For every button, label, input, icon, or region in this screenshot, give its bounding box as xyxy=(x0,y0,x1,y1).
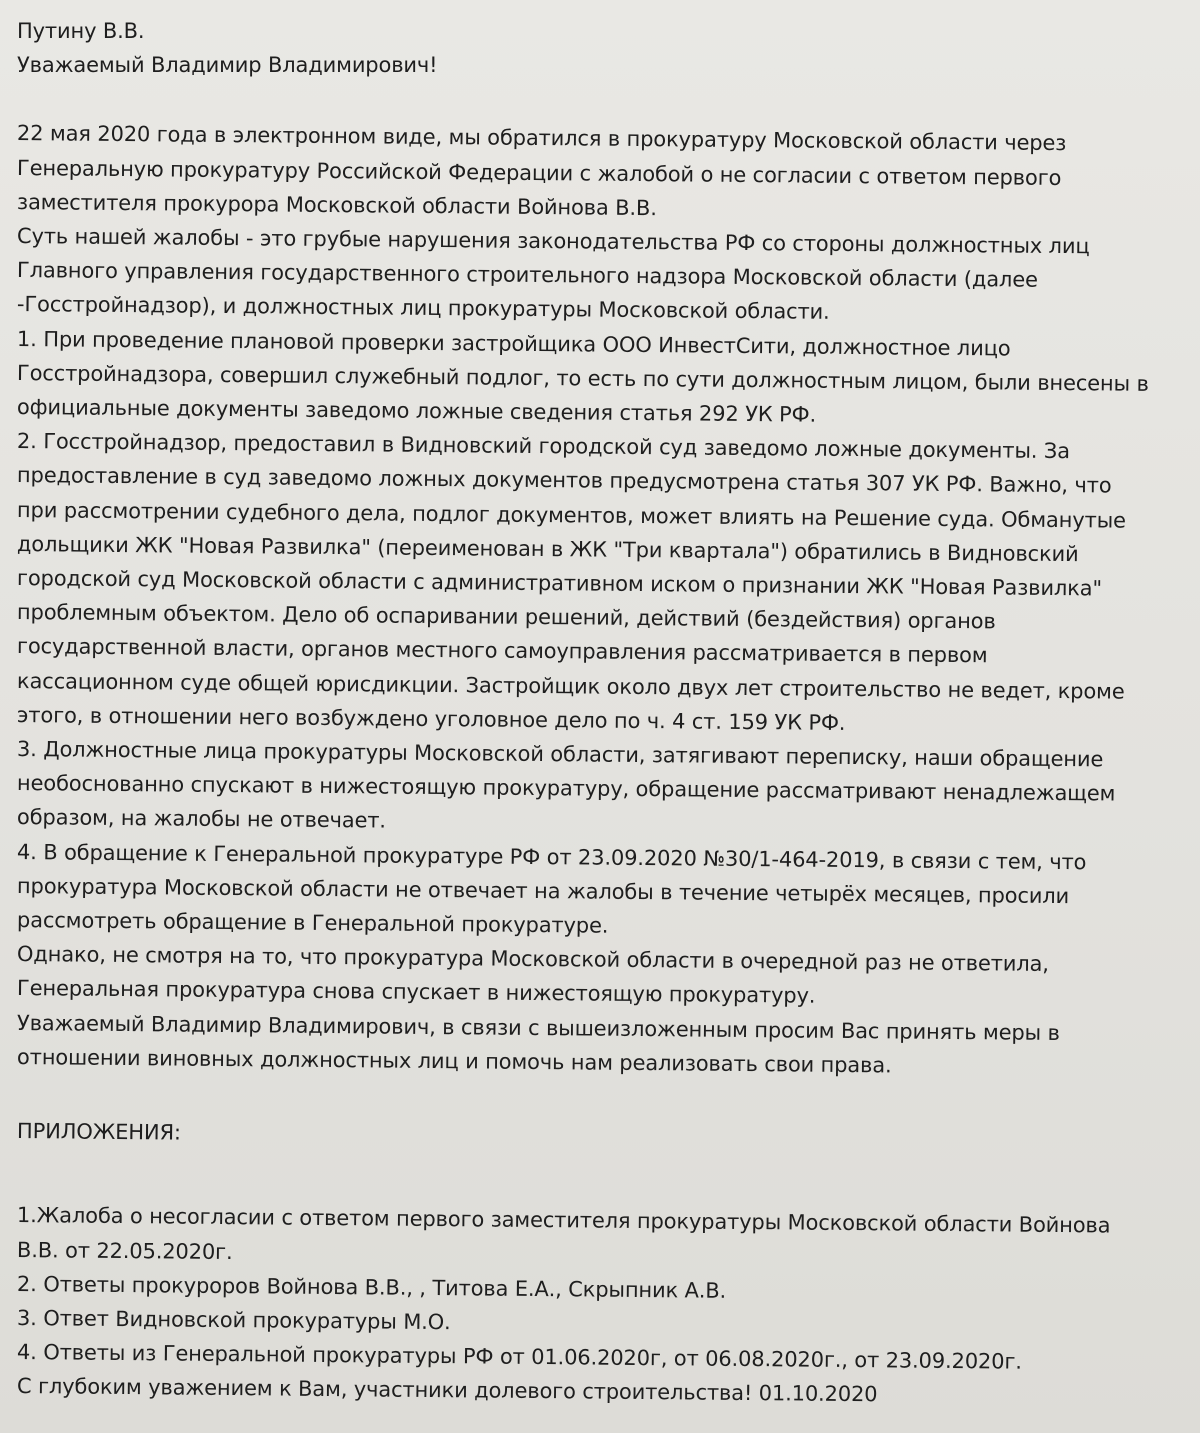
attachment-item: В.В. от 22.05.2020г. xyxy=(16,1237,233,1264)
body-line: заместителя прокурора Московской области Войнова В.В. xyxy=(16,189,657,220)
body-line: Генеральная прокуратура снова спускает в нижестоящую прокуратуру. xyxy=(16,976,816,1009)
closing-signature: С глубоким уважением к Вам, участники долевого строительства! 01.10.2020 xyxy=(16,1374,878,1407)
body-line: предоставление в суд заведомо ложных документов предусмотрена статья 307 УК РФ. Важно, что xyxy=(16,463,1112,498)
attachment-item: 4. Ответы из Генеральной прокуратуры РФ от 01.06.2020г, от 06.08.2020г., от 23.09.2020г. xyxy=(16,1340,1022,1374)
attachment-item: 3. Ответ Видновской прокуратуры М.О. xyxy=(16,1305,451,1335)
body-line: Генеральную прокуратуру Российской Федерации с жалобой о не согласии с ответом первого xyxy=(16,155,1062,190)
body-line: проблемным объектом. Дело об оспаривании решений, действий (бездействия) органов xyxy=(16,600,996,634)
body-line: Однако, не смотря на то, что прокуратура Московской области в очередной раз не ответила, xyxy=(16,942,1049,977)
body-line: 2. Госстройнадзор, предоставил в Видновский городской суд заведомо ложные документы. За xyxy=(16,429,1071,464)
body-line: прокуратура Московской области не отвечает на жалобы в течение четырёх месяцев, просили xyxy=(16,873,1070,908)
body-line: дольщики ЖК "Новая Развилка" (переименован в ЖК "Три квартала") обратились в Видновский xyxy=(16,531,1079,567)
body-line: Уважаемый Владимир Владимирович, в связи с вышеизложенным просим Вас принять меры в xyxy=(16,1010,1060,1045)
attachments-list xyxy=(16,1198,1178,1374)
body-line: отношении виновных должностных лиц и помочь нам реализовать свои права. xyxy=(16,1044,892,1078)
addressee: Путину В.В. xyxy=(17,19,145,43)
body-line: рассмотреть обращение в Генеральной прокуратуре. xyxy=(16,908,609,938)
body-line: 1. При проведение плановой проверки застройщика ООО ИнвестСити, должностное лицо xyxy=(16,326,1011,361)
body-line: Госстройнадзора, совершил служебный подлог, то есть по сути должностным лицом, были внесены в xyxy=(16,360,1149,396)
body-line: государственной власти, органов местного самоуправления рассматривается в первом xyxy=(16,634,988,668)
body-line: кассационном суде общей юрисдикции. Застройщик около двух лет строительство не ведет, кроме xyxy=(16,668,1125,704)
body-line: 3. Должностные лица прокуратуры Московской области, затягивают переписку, наши обращение xyxy=(16,737,1104,772)
salutation: Уважаемый Владимир Владимирович! xyxy=(17,53,438,78)
body-line: 22 мая 2020 года в электронном виде, мы обратился в прокуратуру Московской области через xyxy=(16,121,1067,156)
body-line: образом, на жалобы не отвечает. xyxy=(16,805,387,834)
body-line: при рассмотрении судебного дела, подлог документов, может влиять на Решение суда. Обманутые xyxy=(16,497,1126,533)
body-line: Главного управления государственного строительного надзора Московской области (далее xyxy=(16,258,1038,293)
body-line: 4. В обращение к Генеральной прокуратуре РФ от 23.09.2020 №30/1-464-2019, в связи с тем, что xyxy=(16,839,1087,874)
attachment-item: 2. Ответы прокуроров Войнова В.В., , Титова Е.А., Скрыпник А.В. xyxy=(16,1271,727,1303)
body-line: городской суд Московской области с административном иском о признании ЖК "Новая Развилка" xyxy=(16,566,1103,601)
body-line: Суть нашей жалобы - это грубые нарушения законодательства РФ со стороны должностных лиц xyxy=(16,224,1090,259)
attachments-heading: ПРИЛОЖЕНИЯ: xyxy=(16,1119,181,1145)
body-line: официальные документы заведомо ложные сведения статья 292 УК РФ. xyxy=(16,395,817,427)
body-line: -Госстройнадзор), и должностных лиц прокуратуры Московской области. xyxy=(16,292,830,325)
letter-body xyxy=(16,116,1178,1078)
attachment-item: 1.Жалоба о несогласии с ответом первого заместителя прокуратуры Московской области Войнова xyxy=(16,1203,1111,1238)
blank-line xyxy=(17,82,1178,116)
body-line: этого, в отношении него возбуждено уголовное дело по ч. 4 ст. 159 УК РФ. xyxy=(16,702,846,735)
body-line: необоснованно спускают в нижестоящую прокуратуру, обращение рассматривают ненадлежащем xyxy=(16,771,1116,806)
